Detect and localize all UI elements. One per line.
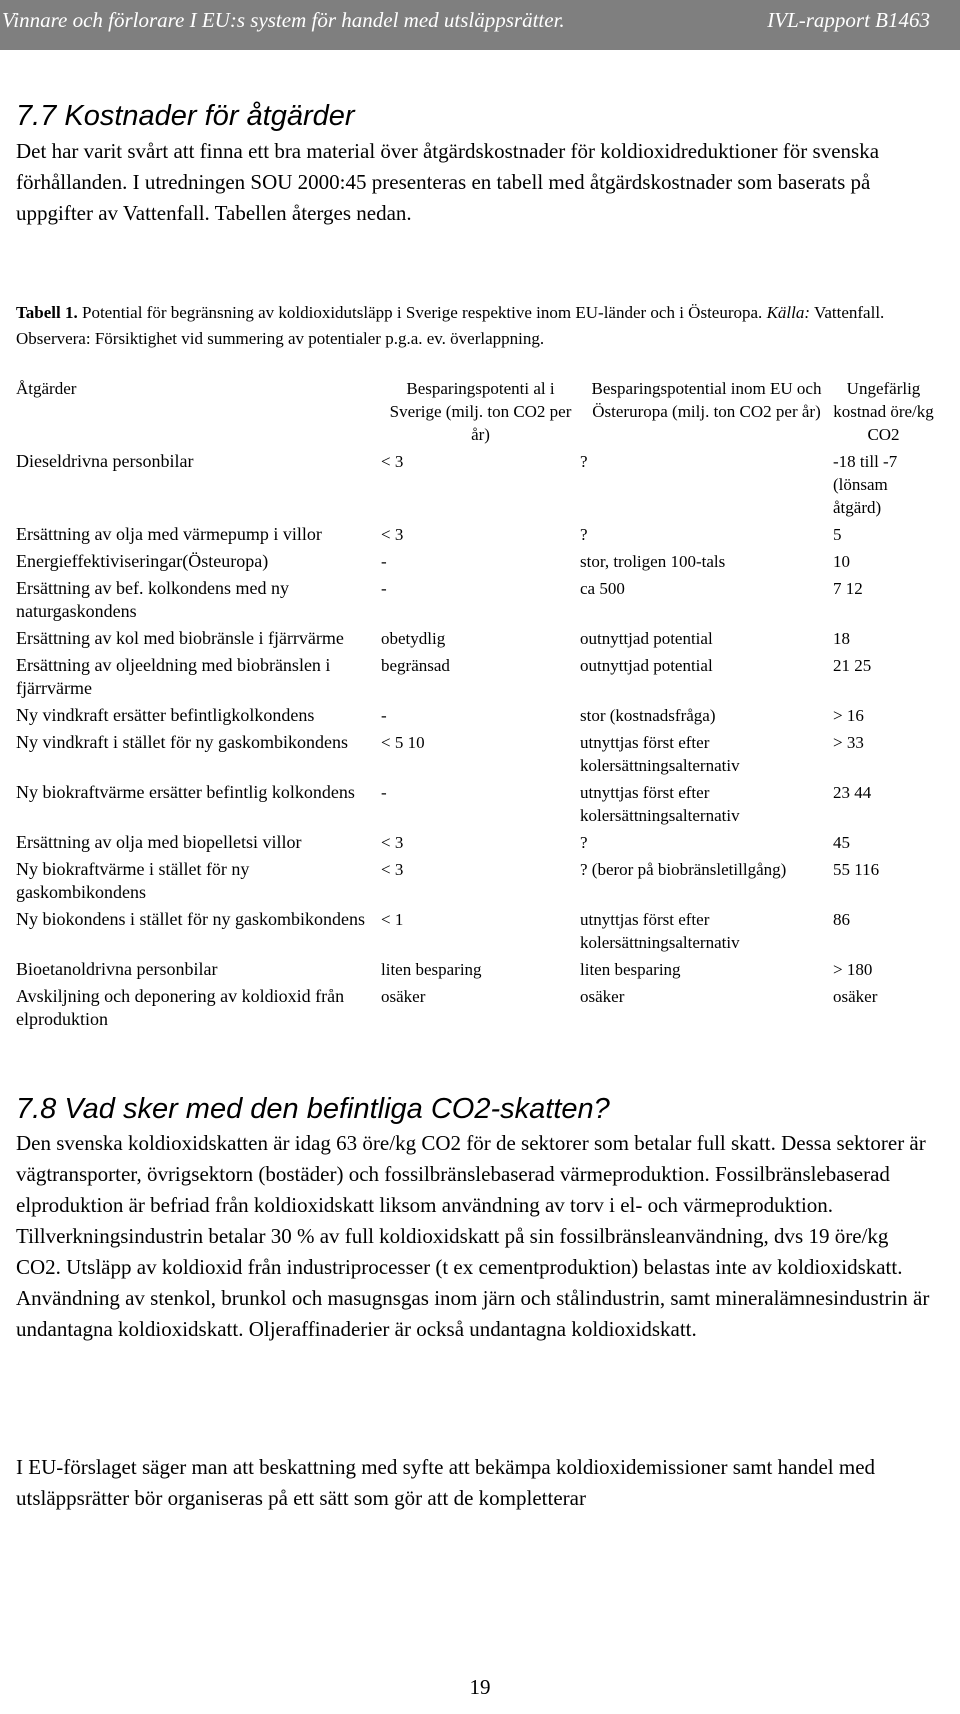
table-row bbox=[16, 829, 934, 856]
header-cell-potential-eu: Besparingspotential inom EU och Österuropa (milj. ton CO2 per år) bbox=[591, 379, 822, 421]
cell-cost: osäker bbox=[833, 987, 878, 1006]
cell-cost: 10 bbox=[833, 552, 850, 571]
cell-potential-sweden: < 3 bbox=[381, 452, 404, 471]
page-header bbox=[0, 0, 960, 50]
section-7-7-paragraph: Det har varit svårt att finna ett bra material över åtgärdskostnader för koldioxidreduktioner för svenska förhållanden. I utredningen SOU 2000:45 presenteras en tabell med åtgärdskostnader som baserats på uppgifter av Vattenfall. Tabellen återges nedan. bbox=[16, 139, 880, 225]
cell-cost: > 16 bbox=[833, 706, 864, 725]
cell-potential-sweden: - bbox=[381, 706, 387, 725]
cell-cost: 21 25 bbox=[833, 656, 872, 675]
cell-cost: 45 bbox=[833, 833, 850, 852]
table-row bbox=[16, 956, 934, 983]
cell-potential-eu: ? bbox=[580, 452, 588, 471]
section-7-8-heading: 7.8 Vad sker med den befintliga CO2-skatten? bbox=[16, 1093, 610, 1125]
cell-potential-eu: osäker bbox=[580, 987, 625, 1006]
cell-cost: 55 116 bbox=[833, 860, 880, 879]
table-row bbox=[16, 521, 934, 548]
table-row bbox=[16, 983, 934, 1033]
cell-measure: Ny biokondens i stället för ny gaskombikondens bbox=[16, 909, 365, 929]
cell-measure: Bioetanoldrivna personbilar bbox=[16, 959, 218, 979]
cell-potential-sweden: < 5 10 bbox=[381, 733, 425, 752]
header-cell-cost: Ungefärlig kostnad öre/kg CO2 bbox=[833, 379, 934, 444]
cell-potential-sweden: - bbox=[381, 579, 387, 598]
table-header-row bbox=[16, 375, 934, 448]
cell-measure: Ersättning av bef. kolkondens med ny naturgaskondens bbox=[16, 578, 289, 621]
table-caption bbox=[16, 300, 936, 352]
cell-cost: 7 12 bbox=[833, 579, 863, 598]
cell-measure: Ny vindkraft i stället för ny gaskombikondens bbox=[16, 732, 348, 752]
cell-potential-sweden: osäker bbox=[381, 987, 426, 1006]
section-7-8-paragraph-2: I EU-förslaget säger man att beskattning med syfte att bekämpa koldioxidemissioner samt handel med utsläppsrätter bör organiseras på ett sätt som gör att de kompletterar bbox=[16, 1455, 876, 1510]
cell-potential-eu: stor (kostnadsfråga) bbox=[580, 706, 716, 725]
header-report-id: IVL-rapport B1463 bbox=[767, 8, 930, 32]
cell-potential-sweden: obetydlig bbox=[381, 629, 446, 648]
cell-cost: > 180 bbox=[833, 960, 873, 979]
table-row bbox=[16, 702, 934, 729]
cell-potential-eu: utnyttjas först efter kolersättningsalternativ bbox=[580, 783, 740, 825]
measures-cost-table bbox=[16, 375, 934, 1033]
cell-measure: Dieseldrivna personbilar bbox=[16, 451, 194, 471]
header-cell-potential-sweden: Besparingspotenti al i Sverige (milj. ton CO2 per år) bbox=[389, 379, 572, 444]
header-title: Vinnare och förlorare I EU:s system för handel med utsläppsrätter. bbox=[2, 8, 565, 32]
cell-measure: Ny vindkraft ersätter befintligkolkondens bbox=[16, 705, 315, 725]
page-number: 19 bbox=[469, 1675, 491, 1699]
cell-potential-sweden: < 1 bbox=[381, 910, 404, 929]
cell-potential-eu: utnyttjas först efter kolersättningsalternativ bbox=[580, 733, 740, 775]
cell-potential-sweden: liten besparing bbox=[381, 960, 482, 979]
table-row bbox=[16, 575, 934, 625]
cell-potential-eu: outnyttjad potential bbox=[580, 656, 713, 675]
cell-potential-eu: ca 500 bbox=[580, 579, 625, 598]
cell-potential-eu: ? bbox=[580, 525, 588, 544]
cell-potential-eu: liten besparing bbox=[580, 960, 681, 979]
cell-potential-sweden: < 3 bbox=[381, 860, 404, 879]
section-7-7-heading: 7.7 Kostnader för åtgärder bbox=[16, 100, 355, 132]
table-caption-label: Tabell 1. bbox=[16, 303, 78, 322]
table-row bbox=[16, 625, 934, 652]
cell-measure: Ny biokraftvärme ersätter befintlig kolkondens bbox=[16, 782, 355, 802]
cell-potential-sweden: < 3 bbox=[381, 525, 404, 544]
table-row bbox=[16, 729, 934, 779]
table-row bbox=[16, 856, 934, 906]
cell-cost: 18 bbox=[833, 629, 850, 648]
table-caption-text-1: Potential för begränsning av koldioxidutsläpp i Sverige respektive inom EU-länder och i Östeuropa. bbox=[77, 303, 767, 322]
cell-measure: Ersättning av olja med biopelletsi villor bbox=[16, 832, 302, 852]
table-row bbox=[16, 448, 934, 521]
cell-cost: 23 44 bbox=[833, 783, 872, 802]
cell-measure: Ersättning av kol med biobränsle i fjärrvärme bbox=[16, 628, 344, 648]
cell-measure: Energieffektiviseringar(Östeuropa) bbox=[16, 551, 269, 571]
cell-potential-eu: outnyttjad potential bbox=[580, 629, 713, 648]
cell-potential-eu: utnyttjas först efter kolersättningsalternativ bbox=[580, 910, 740, 952]
cell-measure: Ersättning av oljeeldning med biobränslen i fjärrvärme bbox=[16, 655, 331, 698]
table-caption-source-label: Källa: bbox=[766, 303, 811, 322]
cell-measure: Avskiljning och deponering av koldioxid från elproduktion bbox=[16, 986, 345, 1029]
table-caption-text-2: Vattenfall. Observera: Försiktighet vid summering av potentialer p.g.a. ev. överlappning. bbox=[16, 303, 885, 348]
table-row bbox=[16, 906, 934, 956]
cell-potential-sweden: < 3 bbox=[381, 833, 404, 852]
cell-potential-eu: stor, troligen 100-tals bbox=[580, 552, 726, 571]
cell-potential-sweden: begränsad bbox=[381, 656, 450, 675]
cell-potential-sweden: - bbox=[381, 552, 387, 571]
cell-potential-eu: ? bbox=[580, 833, 588, 852]
header-cell-measures: Åtgärder bbox=[16, 379, 77, 398]
table-row bbox=[16, 548, 934, 575]
table-row bbox=[16, 779, 934, 829]
cell-measure: Ersättning av olja med värmepump i villor bbox=[16, 524, 322, 544]
cell-cost: 5 bbox=[833, 525, 842, 544]
table-row bbox=[16, 652, 934, 702]
section-7-8-paragraph-1: Den svenska koldioxidskatten är idag 63 öre/kg CO2 för de sektorer som betalar full skatt. Dessa sektorer är vägtransporter, övrigsektorn (bostäder) och fossilbränslebaserad värmeproduktion. Fossilbränslebaserad elproduktion är befriad från koldioxidskatt liksom användning av torv i el- och värmeproduktion. Tillverkningsindustrin betalar 30 % av full koldioxidskatt på sin fossilbränsleanvändning, dvs 19 öre/kg CO2. Utsläpp av koldioxid från industriprocesser (t ex cementproduktion) belastas inte av koldioxidskatt. Användning av stenkol, brunkol och masugnsgas inom järn och stålindustrin, samt mineralämnesindustrin är undantagna koldioxidskatt. Oljeraffinaderier är också undantagna koldioxidskatt. bbox=[16, 1131, 930, 1341]
cell-measure: Ny biokraftvärme i stället för ny gaskombikondens bbox=[16, 859, 250, 902]
cell-cost: 86 bbox=[833, 910, 850, 929]
cell-cost: -18 till -7 (lönsam åtgärd) bbox=[833, 452, 898, 517]
cell-potential-sweden: - bbox=[381, 783, 387, 802]
cell-cost: > 33 bbox=[833, 733, 864, 752]
cell-potential-eu: ? (beror på biobränsletillgång) bbox=[580, 860, 787, 879]
